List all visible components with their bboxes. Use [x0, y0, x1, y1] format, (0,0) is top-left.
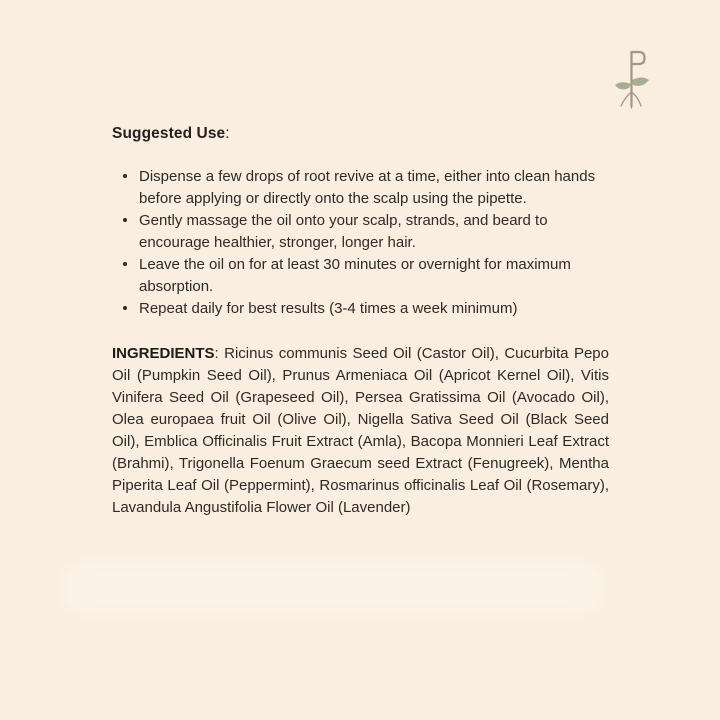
list-item-text: Repeat daily for best results (3-4 times a week minimum)	[139, 300, 518, 317]
suggested-use-heading	[112, 124, 609, 144]
list-item-text: Leave the oil on for at least 30 minutes or overnight for maximum absorption.	[139, 256, 571, 295]
list-item	[112, 298, 609, 320]
bullet-icon	[123, 306, 127, 310]
bullet-icon	[123, 218, 127, 222]
suggested-use-list	[112, 166, 609, 320]
ingredients-label: INGREDIENTS	[112, 345, 215, 362]
bullet-icon	[123, 262, 127, 266]
bullet-icon	[123, 174, 127, 178]
list-item	[112, 210, 609, 254]
ingredients-text: Ricinus communis Seed Oil (Castor Oil), Cucurbita Pepo Oil (Pumpkin Seed Oil), Prunus Armeniaca Oil (Apricot Kernel Oil), Vitis Vinifera Seed Oil (Grapeseed Oil), Persea Gratissima Oil (Avocado Oil), Olea europaea fruit Oil (Olive Oil), Nigella Sativa Seed Oil (Black Seed Oil), Emblica Officinalis Fruit Extract (Amla), Bacopa Monnieri Leaf Extract (Brahmi), Trigonella Foenum Graecum seed Extract (Fenugreek), Mentha Piperita Leaf Oil (Peppermint), Rosmarinus officinalis Leaf Oil (Rosemary), Lavandula Angustifolia Flower Oil (Lavender)	[112, 345, 609, 516]
list-item	[112, 254, 609, 298]
list-item-text: Gently massage the oil onto your scalp, strands, and beard to encourage healthier, stronger, longer hair.	[139, 212, 548, 251]
list-item	[112, 166, 609, 210]
product-details-content	[112, 124, 609, 519]
decorative-panel	[62, 562, 604, 614]
list-item-text: Dispense a few drops of root revive at a time, either into clean hands before applying or directly onto the scalp using the pipette.	[139, 168, 596, 207]
suggested-use-heading-colon: :	[225, 125, 230, 142]
suggested-use-heading-label: Suggested Use	[112, 125, 226, 142]
plant-sprout-logo	[610, 44, 656, 114]
ingredients-separator: :	[214, 345, 225, 362]
ingredients-paragraph	[112, 343, 609, 519]
